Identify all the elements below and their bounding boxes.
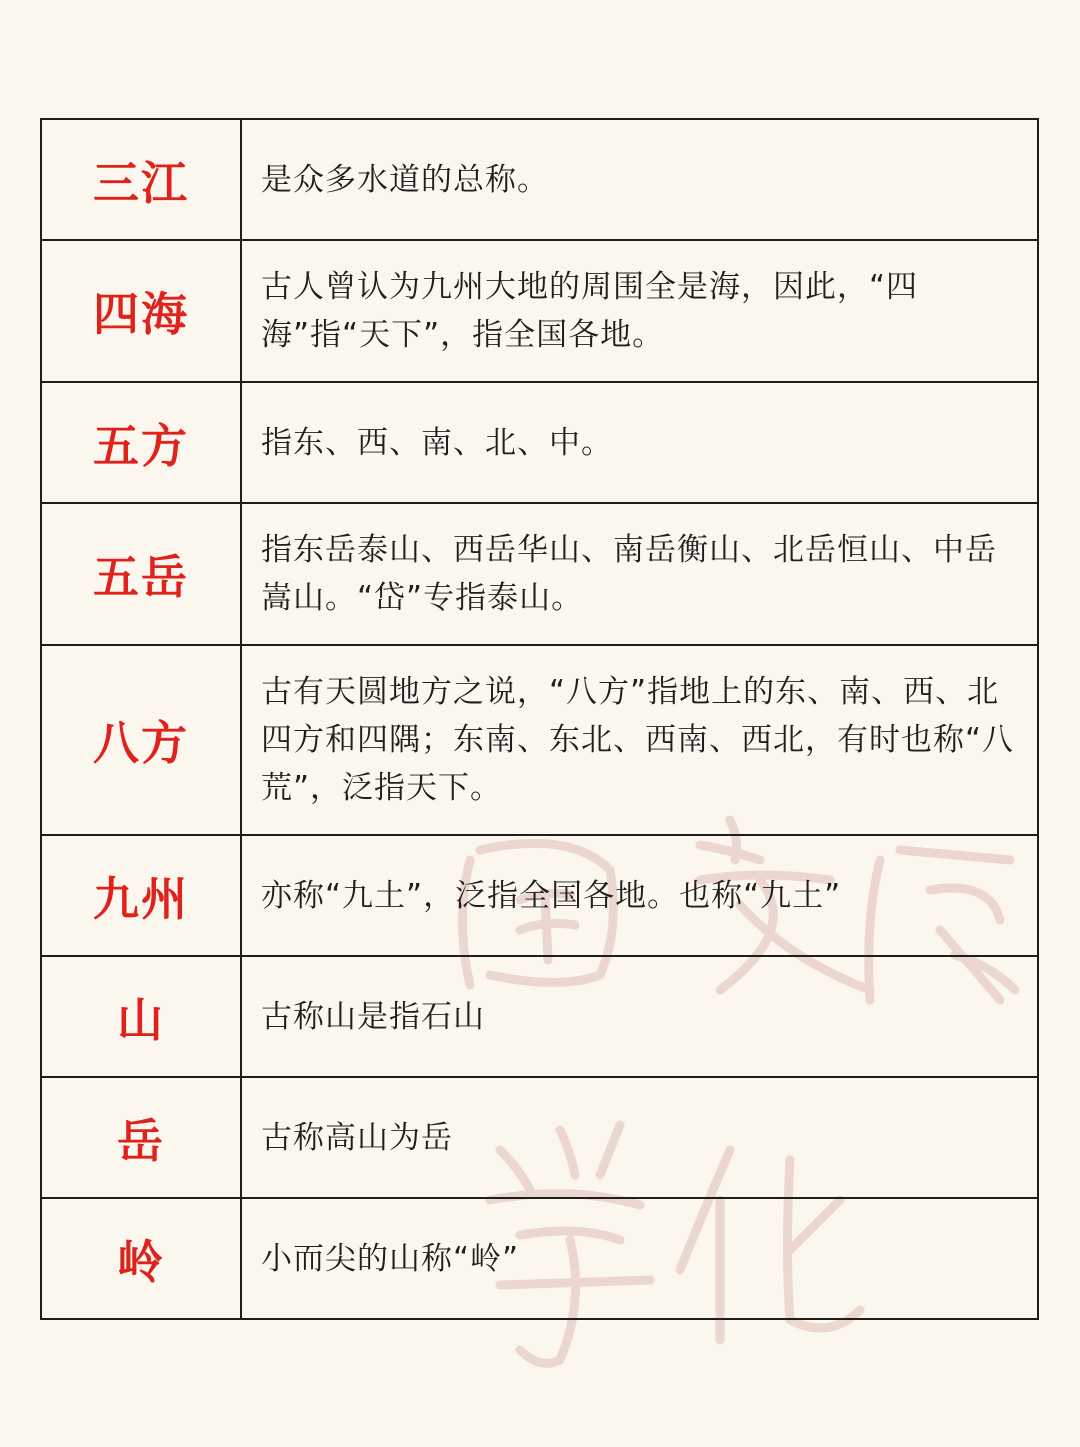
table-row <box>41 382 1038 503</box>
term-cell: 八方 <box>41 645 241 835</box>
definition-cell: 指东岳泰山、西岳华山、南岳衡山、北岳恒山、中岳嵩山。“岱”专指泰山。 <box>241 503 1038 645</box>
term-cell: 岭 <box>41 1198 241 1319</box>
term-cell: 山 <box>41 956 241 1077</box>
table-row <box>41 240 1038 382</box>
term-cell: 九州 <box>41 835 241 956</box>
definition-cell: 指东、西、南、北、中。 <box>241 382 1038 503</box>
definition-cell: 古称高山为岳 <box>241 1077 1038 1198</box>
definition-cell: 小而尖的山称“岭” <box>241 1198 1038 1319</box>
definition-cell: 古人曾认为九州大地的周围全是海，因此，“四海”指“天下”，指全国各地。 <box>241 240 1038 382</box>
table-row <box>41 503 1038 645</box>
definition-cell: 是众多水道的总称。 <box>241 119 1038 240</box>
term-cell: 三江 <box>41 119 241 240</box>
table-row <box>41 835 1038 956</box>
table-row <box>41 119 1038 240</box>
table-row <box>41 1077 1038 1198</box>
term-cell: 四海 <box>41 240 241 382</box>
definition-cell: 古称山是指石山 <box>241 956 1038 1077</box>
definition-cell: 亦称“九土”，泛指全国各地。也称“九土” <box>241 835 1038 956</box>
term-cell: 岳 <box>41 1077 241 1198</box>
table-row <box>41 645 1038 835</box>
table-row <box>41 956 1038 1077</box>
term-cell: 五岳 <box>41 503 241 645</box>
term-cell: 五方 <box>41 382 241 503</box>
table-row <box>41 1198 1038 1319</box>
definition-cell: 古有天圆地方之说，“八方”指地上的东、南、西、北四方和四隅；东南、东北、西南、西北，有时也称“八荒”，泛指天下。 <box>241 645 1038 835</box>
terms-table <box>40 118 1039 1320</box>
